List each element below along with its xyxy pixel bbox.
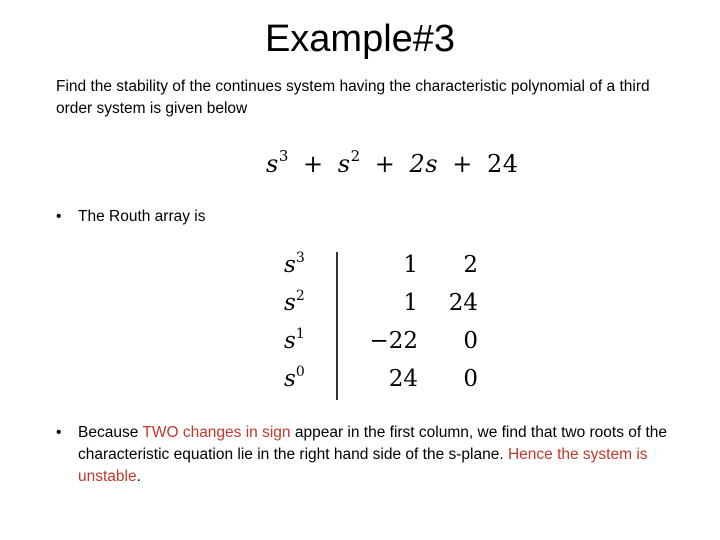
routh-row-label: $s^3$	[284, 250, 305, 278]
unstable-highlight: Hence the system is unstable	[78, 446, 648, 485]
poly-term-1-exp: 3	[278, 147, 289, 165]
routh-cell-col2: 0	[463, 328, 478, 354]
routh-cell-col1: −22	[369, 328, 418, 354]
poly-term-1-var: s	[266, 150, 279, 178]
poly-term-4: 24	[487, 150, 519, 178]
poly-term-2-var: s	[337, 150, 351, 178]
bullet-conclusion	[56, 422, 676, 488]
poly-term-2-exp: 2	[350, 147, 361, 165]
bullet-marker: •	[56, 208, 62, 225]
conclusion-text	[78, 422, 668, 488]
routh-row-s0	[280, 362, 500, 400]
slide-title: Example#3	[264, 18, 456, 60]
routh-row-s1	[280, 324, 500, 362]
conclusion-mid: appear in the first column, we find that two roots of the characteristic equation lie in the right hand side of the s-plane.	[78, 424, 668, 463]
bullet-routh-intro	[56, 206, 456, 228]
routh-row-label: $s^0$	[284, 364, 305, 392]
routh-row-s2	[280, 286, 500, 324]
routh-cell-col2: 2	[463, 252, 478, 278]
routh-array	[280, 248, 500, 408]
poly-op-2: +	[374, 150, 396, 178]
poly-op-1: +	[303, 150, 324, 178]
conclusion-pre: Because	[78, 424, 143, 441]
routh-cell-col2: 24	[448, 290, 478, 316]
routh-cell-col1: 24	[388, 366, 418, 392]
poly-op-3: +	[452, 150, 473, 178]
routh-cell-col1: 1	[403, 290, 418, 316]
routh-row-label: $s^1$	[284, 326, 305, 354]
poly-term-3: 2s	[409, 150, 439, 178]
problem-statement: Find the stability of the continues system having the characteristic polynomial of a third order system is given below	[56, 78, 650, 117]
routh-row-label: $s^2$	[284, 288, 305, 316]
sign-change-highlight: TWO changes in sign	[142, 424, 291, 441]
conclusion-post: .	[136, 468, 141, 485]
routh-row-s3	[280, 248, 500, 286]
bullet-text: The Routh array is	[78, 208, 206, 225]
routh-cell-col1: 1	[403, 252, 418, 278]
characteristic-polynomial	[266, 147, 519, 178]
routh-cell-col2: 0	[463, 366, 478, 392]
bullet-marker: •	[56, 424, 62, 441]
